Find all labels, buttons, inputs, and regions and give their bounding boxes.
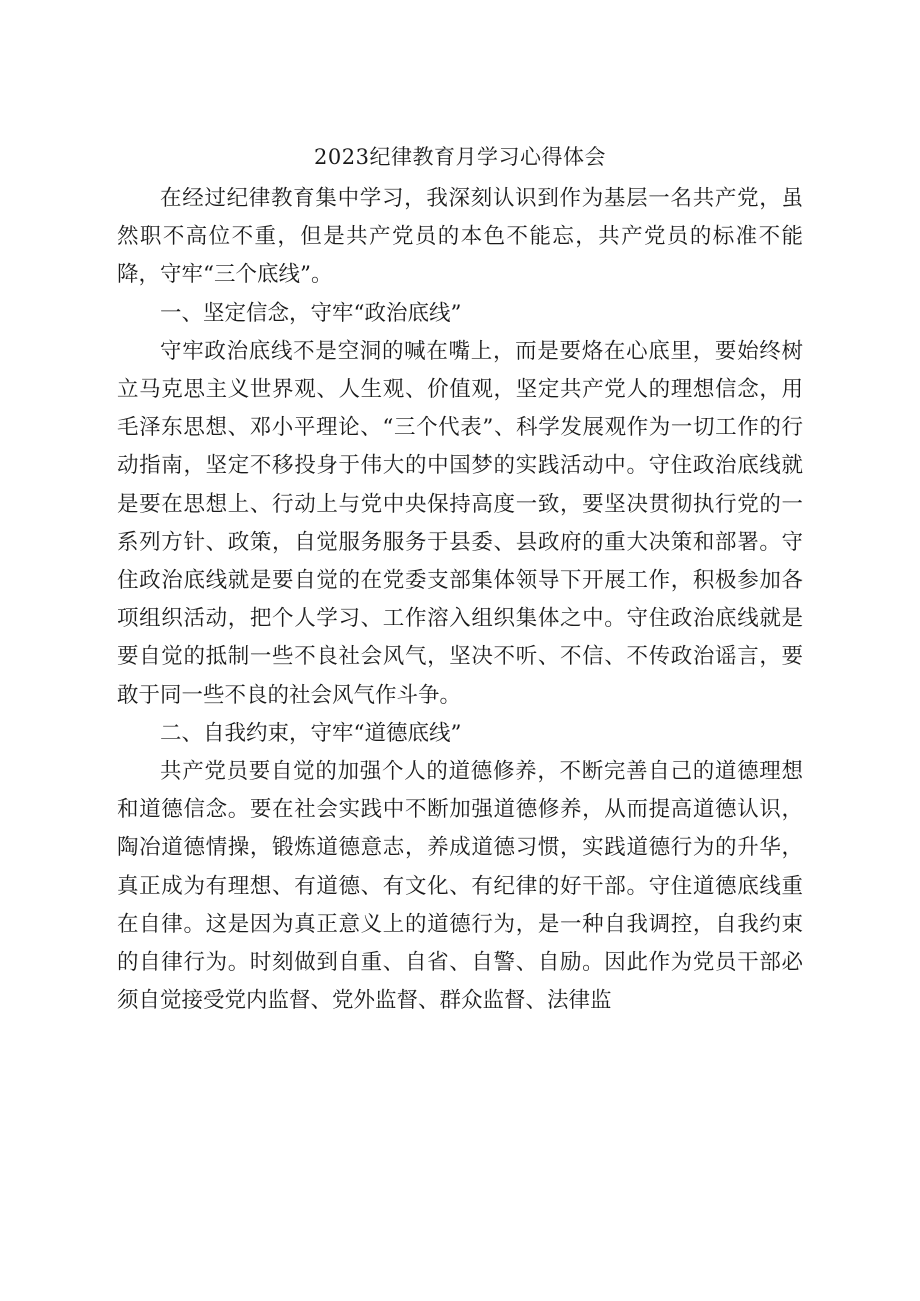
document-body	[117, 180, 803, 1020]
political-paragraph: 守牢政治底线不是空洞的喊在嘴上，而是要烙在心底里，要始终树立马克思主义世界观、人生观、价值观，坚定共产党人的理想信念，用毛泽东思想、邓小平理论、“三个代表”、科学发展观作为一切工作的行动指南，坚定不移投身于伟大的中国梦的实践活动中。守住政治底线就是要在思想上、行动上与党中央保持高度一致，要坚决贯彻执行党的一系列方针、政策，自觉服务服务于县委、县政府的重大决策和部署。守住政治底线就是要自觉的在党委支部集体领导下开展工作，积极参加各项组织活动，把个人学习、工作溶入组织集体之中。守住政治底线就是要自觉的抵制一些不良社会风气，坚决不听、不信、不传政治谣言，要敢于同一些不良的社会风气作斗争。	[117, 338, 803, 708]
document-title: 2023纪律教育月学习心得体会	[314, 145, 606, 169]
section-heading-moral: 二、自我约束，守牢“道德底线”	[160, 720, 462, 746]
moral-paragraph: 共产党员要自觉的加强个人的道德修养，不断完善自己的道德理想和道德信念。要在社会实践中不断加强道德修养，从而提高道德认识，陶冶道德情操，锻炼道德意志，养成道德习惯，实践道德行为的升华，真正成为有理想、有道德、有文化、有纪律的好干部。守住道德底线重在自律。这是因为真正意义上的道德行为，是一种自我调控，自我约束的自律行为。时刻做到自重、自省、自警、自励。因此作为党员干部必须自觉接受党内监督、党外监督、群众监督、法律监	[117, 759, 803, 1014]
intro-paragraph: 在经过纪律教育集中学习，我深刻认识到作为基层一名共产党，虽然职不高位不重，但是共产党员的本色不能忘，共产党员的标准不能降，守牢“三个底线”。	[117, 186, 803, 288]
section-heading-political: 一、坚定信念，守牢“政治底线”	[160, 300, 462, 326]
